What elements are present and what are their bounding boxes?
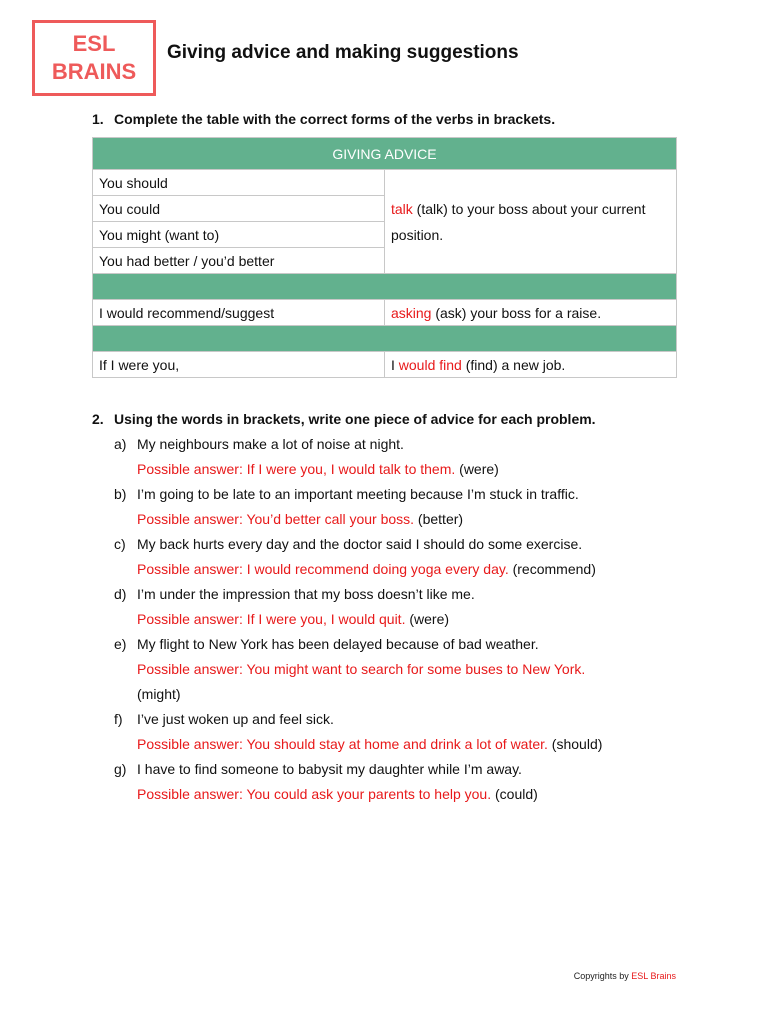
list-item [114,709,714,759]
item-problem: I’m under the impression that my boss doesn’t like me. [137,586,475,602]
item-hint: (were) [455,461,499,477]
esl-brains-logo [32,20,156,96]
item-problem: I’ve just woken up and feel sick. [137,711,334,727]
item-letter: c) [114,536,126,552]
item-hint: (were) [405,611,450,627]
table-cell [385,352,677,378]
exercise-2-heading [92,411,596,427]
table-cell-merged [385,170,677,274]
answer-text: would find [398,356,462,373]
list-item [114,584,714,634]
cell-text: (find) a new job. [461,356,566,373]
table-band [93,326,677,352]
item-problem: My flight to New York has been delayed because of bad weather. [137,636,539,652]
table-cell [385,300,677,326]
item-letter: g) [114,761,127,777]
item-problem: I’m going to be late to an important meeting because I’m stuck in traffic. [137,486,579,502]
table-cell: You could [93,196,385,222]
list-item [114,534,714,584]
list-item [114,484,714,534]
item-answer: Possible answer: If I were you, I would quit. [137,611,406,627]
item-answer: Possible answer: You could ask your parents to help you. [137,786,492,802]
item-hint: (might) [137,686,181,702]
answer-text: talk [391,200,413,217]
item-letter: e) [114,636,127,652]
list-item [114,759,714,809]
item-answer: Possible answer: You’d better call your boss. [137,511,415,527]
table-band [93,274,677,300]
advice-table [92,137,677,378]
footer-brand: ESL Brains [631,971,676,981]
logo-line-1: ESL [72,31,116,56]
item-problem: I have to find someone to babysit my daughter while I’m away. [137,761,522,777]
table-cell: If I were you, [93,352,385,378]
item-letter: b) [114,486,127,502]
cell-text: I [391,356,399,373]
item-hint: (could) [491,786,538,802]
exercise-1-number: 1. [92,111,104,127]
exercise-1-instruction: Complete the table with the correct forms of the verbs in brackets. [114,111,556,127]
item-letter: f) [114,711,123,727]
item-problem: My back hurts every day and the doctor said I should do some exercise. [137,536,583,552]
exercise-2-instruction: Using the words in brackets, write one piece of advice for each problem. [114,411,596,427]
exercise-2-number: 2. [92,411,104,427]
item-answer: Possible answer: I would recommend doing yoga every day. [137,561,509,577]
list-item [114,634,714,709]
item-hint: (better) [414,511,464,527]
table-cell: You had better / you’d better [93,248,385,274]
item-answer: Possible answer: If I were you, I would talk to them. [137,461,456,477]
footer-text: Copyrights by [573,971,632,981]
exercise-1-heading [92,111,555,127]
item-problem: My neighbours make a lot of noise at night. [137,436,404,452]
page-title: Giving advice and making suggestions [167,42,519,63]
table-cell: You should [93,170,385,196]
list-item [114,434,714,484]
table-header: GIVING ADVICE [93,138,677,170]
item-letter: d) [114,586,127,602]
answer-text: asking [391,304,432,321]
exercise-2-list [114,434,714,809]
table-cell: You might (want to) [93,222,385,248]
item-answer: Possible answer: You might want to search for some buses to New York. [137,661,586,677]
item-hint: (should) [547,736,603,752]
item-answer: Possible answer: You should stay at home and drink a lot of water. [137,736,548,752]
logo-line-2: BRAINS [51,59,137,84]
item-hint: (recommend) [508,561,596,577]
table-cell: I would recommend/suggest [93,300,385,326]
footer-copyright [574,971,676,981]
item-letter: a) [114,436,127,452]
cell-text: (ask) your boss for a raise. [431,304,602,321]
cell-text: (talk) to your boss about your current position. [391,200,646,243]
